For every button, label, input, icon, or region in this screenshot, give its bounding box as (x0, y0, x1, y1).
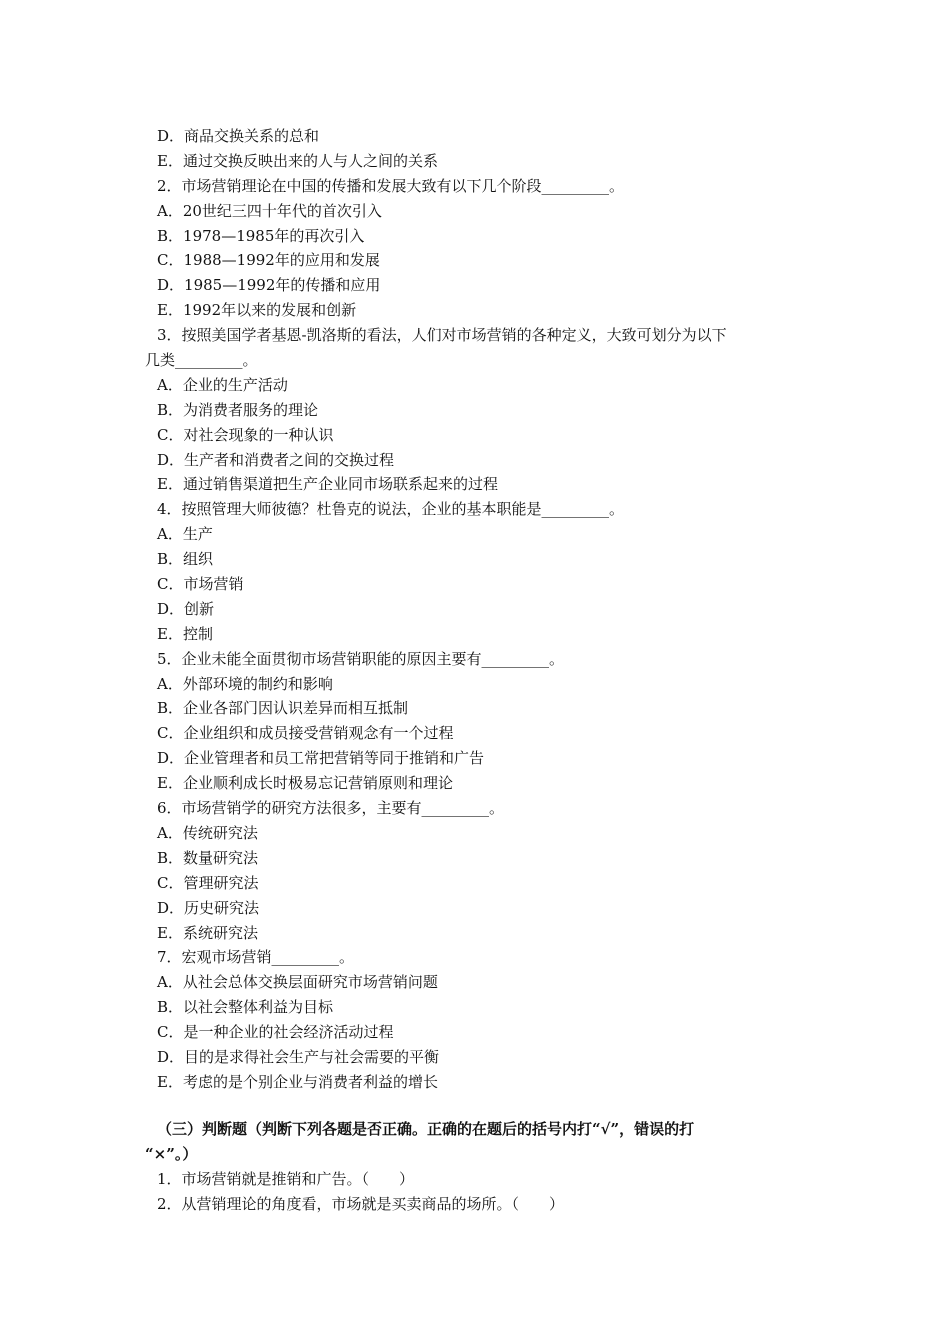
option-line: E．系统研究法 (157, 923, 258, 942)
question-line: 6．市场营销学的研究方法很多，主要有_________。 (157, 799, 505, 818)
option-line: A．20世纪三四十年代的首次引入 (157, 201, 382, 220)
option-line: E．控制 (157, 624, 213, 643)
question-line-continued: 几类_________。 (145, 351, 258, 370)
option-line: C．市场营销 (157, 575, 244, 594)
option-line: A．企业的生产活动 (157, 375, 288, 394)
judgment-item: 2．从营销理论的角度看，市场就是买卖商品的场所。（ ） (157, 1194, 565, 1213)
option-line: C．企业组织和成员接受营销观念有一个过程 (157, 724, 454, 743)
section-heading-continued: “×”。） (145, 1144, 198, 1163)
option-line: B．为消费者服务的理论 (157, 400, 319, 419)
question-line: 4．按照管理大师彼德？杜鲁克的说法，企业的基本职能是_________。 (157, 500, 625, 519)
option-line: D．商品交换关系的总和 (157, 127, 320, 145)
option-line: B．组织 (157, 550, 214, 569)
option-line: B．以社会整体利益为目标 (157, 998, 334, 1017)
option-line: D．企业管理者和员工常把营销等同于推销和广告 (157, 749, 485, 768)
option-line: A．外部环境的制约和影响 (157, 674, 333, 693)
option-line: B．1978—1985年的再次引入 (157, 226, 365, 245)
question-line: 3．按照美国学者基恩-凯洛斯的看法，人们对市场营销的各种定义，大致可划分为以下 (157, 326, 727, 345)
option-line: B．企业各部门因认识差异而相互抵制 (157, 699, 409, 718)
option-line: E．1992年以来的发展和创新 (157, 301, 357, 320)
option-line: A．传统研究法 (157, 823, 258, 842)
question-line: 2．市场营销理论在中国的传播和发展大致有以下几个阶段_________。 (157, 176, 625, 195)
document-body (145, 124, 815, 1217)
option-line: D．目的是求得社会生产与社会需要的平衡 (157, 1047, 440, 1066)
option-line: E．企业顺利成长时极易忘记营销原则和理论 (157, 774, 453, 793)
option-line: C．1988—1992年的应用和发展 (157, 251, 380, 270)
section-spacer (145, 1095, 815, 1117)
option-line: A．从社会总体交换层面研究市场营销问题 (157, 973, 438, 992)
option-line: C．管理研究法 (157, 873, 259, 892)
question-line: 5．企业未能全面贯彻市场营销职能的原因主要有_________。 (157, 649, 565, 668)
option-line: A．生产 (157, 525, 213, 544)
option-line: C．是一种企业的社会经济活动过程 (157, 1023, 394, 1042)
section-heading: （三）判断题（判断下列各题是否正确。正确的在题后的括号内打“√”，错误的打 (157, 1119, 695, 1138)
option-line: D．创新 (157, 599, 215, 618)
judgment-item: 1．市场营销就是推销和广告。（ ） (157, 1169, 415, 1188)
option-line: C．对社会现象的一种认识 (157, 425, 334, 444)
option-line: E．通过销售渠道把生产企业同市场联系起来的过程 (157, 475, 498, 494)
option-line: E．考虑的是个别企业与消费者利益的增长 (157, 1072, 438, 1091)
option-line: D．历史研究法 (157, 898, 260, 917)
option-line: E．通过交换反映出来的人与人之间的关系 (157, 151, 438, 170)
option-line: D．生产者和消费者之间的交换过程 (157, 450, 395, 469)
option-line: D．1985—1992年的传播和应用 (157, 276, 381, 295)
option-line: B．数量研究法 (157, 848, 259, 867)
question-line: 7．宏观市场营销_________。 (157, 948, 355, 967)
